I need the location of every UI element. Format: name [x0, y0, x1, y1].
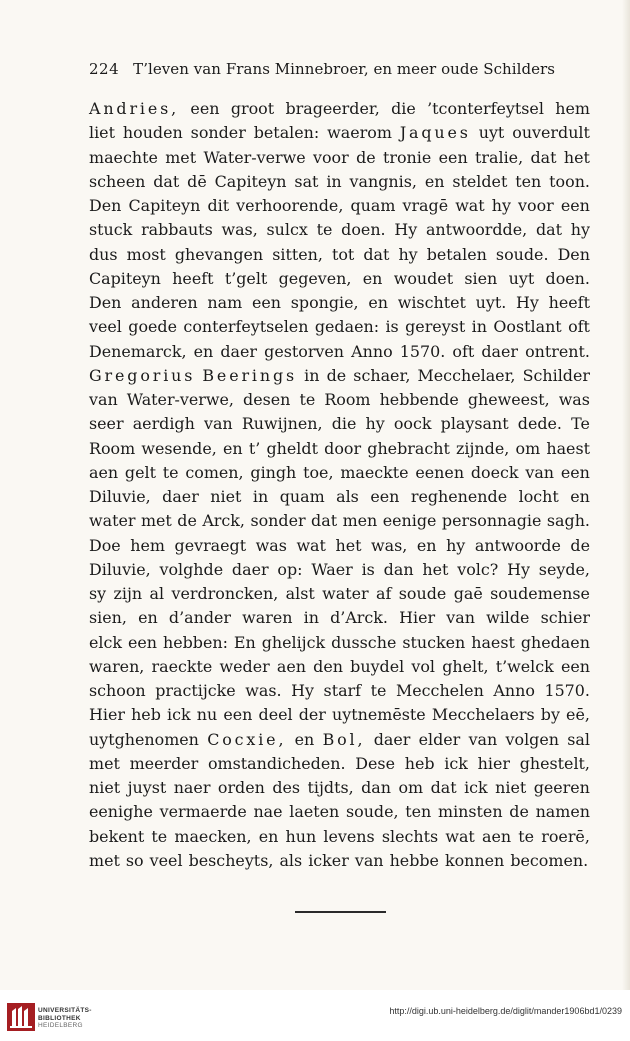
text-line: Capiteyn heeft t’gelt gegeven, en woudet sien uyt doen. [89, 268, 590, 288]
text-line: Diluvie, volghde daer op: Waer is dan het volc? Hy seyde, [89, 559, 590, 579]
text-line: veel goede conterfeytselen gedaen: is gereyst in Oostlant oft [89, 317, 590, 337]
text-line: Doe hem gevraegt was wat het was, en hy antwoorde de [89, 535, 590, 555]
text-line: niet juyst naer orden des tijdts, dan om dat ick niet geeren [89, 778, 590, 797]
text-line: bekent te maecken, en hun levens slechts wat aen te roerē, [89, 826, 590, 846]
text-line: van Water-verwe, desen te Room hebbende gheweest, was [89, 390, 590, 409]
section-end-rule [295, 911, 386, 913]
university-library-logo-icon [6, 1002, 36, 1032]
text-line: sien, en d’ander waren in d’Arck. Hier van wilde schier [89, 608, 590, 628]
library-name: UNIVERSITÄTS- BIBLIOTHEK HEIDELBERG [38, 1007, 92, 1029]
text-line: uytghenomen Cocxie, en Bol, daer elder van volgen sal [89, 729, 590, 749]
text-line: met so veel bescheyts, als icker van hebbe konnen becomen. [89, 850, 589, 870]
text-line: liet houden sonder betalen: waerom Jaques uyt ouverdult [89, 123, 590, 143]
text-line: dus most ghevangen sitten, tot dat hy betalen soude. Den [89, 244, 590, 264]
text-line: waren, raeckte weder aen den buydel vol ghelt, t’welck een [89, 656, 590, 676]
running-title: T’leven van Frans Minnebroer, en meer oude Schilders [133, 60, 555, 78]
text-line: Denemarck, en daer gestorven Anno 1570. oft daer ontrent. [89, 341, 590, 361]
text-line: Den Capiteyn dit verhoorende, quam vragē wat hy voor een [89, 196, 590, 215]
text-line: scheen dat dē Capiteyn sat in vangnis, en steldet ten toon. [89, 171, 590, 191]
body-text [89, 97, 590, 873]
text-line: aen gelt te comen, gingh toe, maeckte eenen doeck van een [89, 462, 590, 482]
text-line: Diluvie, daer niet in quam als een reghenende locht en [89, 487, 590, 506]
text-line: stuck rabbauts was, sulcx te doen. Hy antwoordde, dat hy [89, 220, 590, 240]
text-line: met meerder omstandicheden. Dese heb ick hier ghestelt, [89, 753, 590, 773]
running-header [89, 60, 555, 78]
page-number: 224 [89, 60, 120, 78]
text-line: eenighe vermaerde nae laeten soude, ten minsten de namen [89, 802, 590, 822]
text-line: Hier heb ick nu een deel der uytnemēste Mecchelaers by eē, [89, 705, 590, 725]
text-line: schoon practijcke was. Hy starf te Mecchelen Anno 1570. [89, 681, 590, 700]
page-edge-shadow [622, 0, 630, 990]
text-line: Den anderen nam een spongie, en wischtet uyt. Hy heeft [89, 293, 590, 312]
source-url-link[interactable]: http://digi.ub.uni-heidelberg.de/diglit/mander1906bd1/0239 [389, 1006, 622, 1016]
text-line: maechte met Water-verwe voor de tronie een tralie, dat het [89, 147, 590, 167]
text-line: Gregorius Beerings in de schaer, Mecchelaer, Schilder [89, 365, 590, 385]
text-line: elck een hebben: En ghelijck dussche stucken haest ghedaen [89, 632, 590, 652]
text-line: water met de Arck, sonder dat men eenige personnagie sagh. [89, 511, 590, 531]
text-line: seer aerdigh van Ruwijnen, die hy oock playsant dede. Te [89, 414, 590, 434]
footer-bar [0, 990, 630, 1041]
text-line: sy zijn al verdroncken, alst water af soude gaē soudemense [89, 584, 590, 603]
text-line: Andries, een groot brageerder, die ’tconterfeytsel hem [89, 99, 590, 118]
text-line: Room wesende, en t’ gheldt door ghebracht zijnde, om haest [89, 438, 590, 458]
